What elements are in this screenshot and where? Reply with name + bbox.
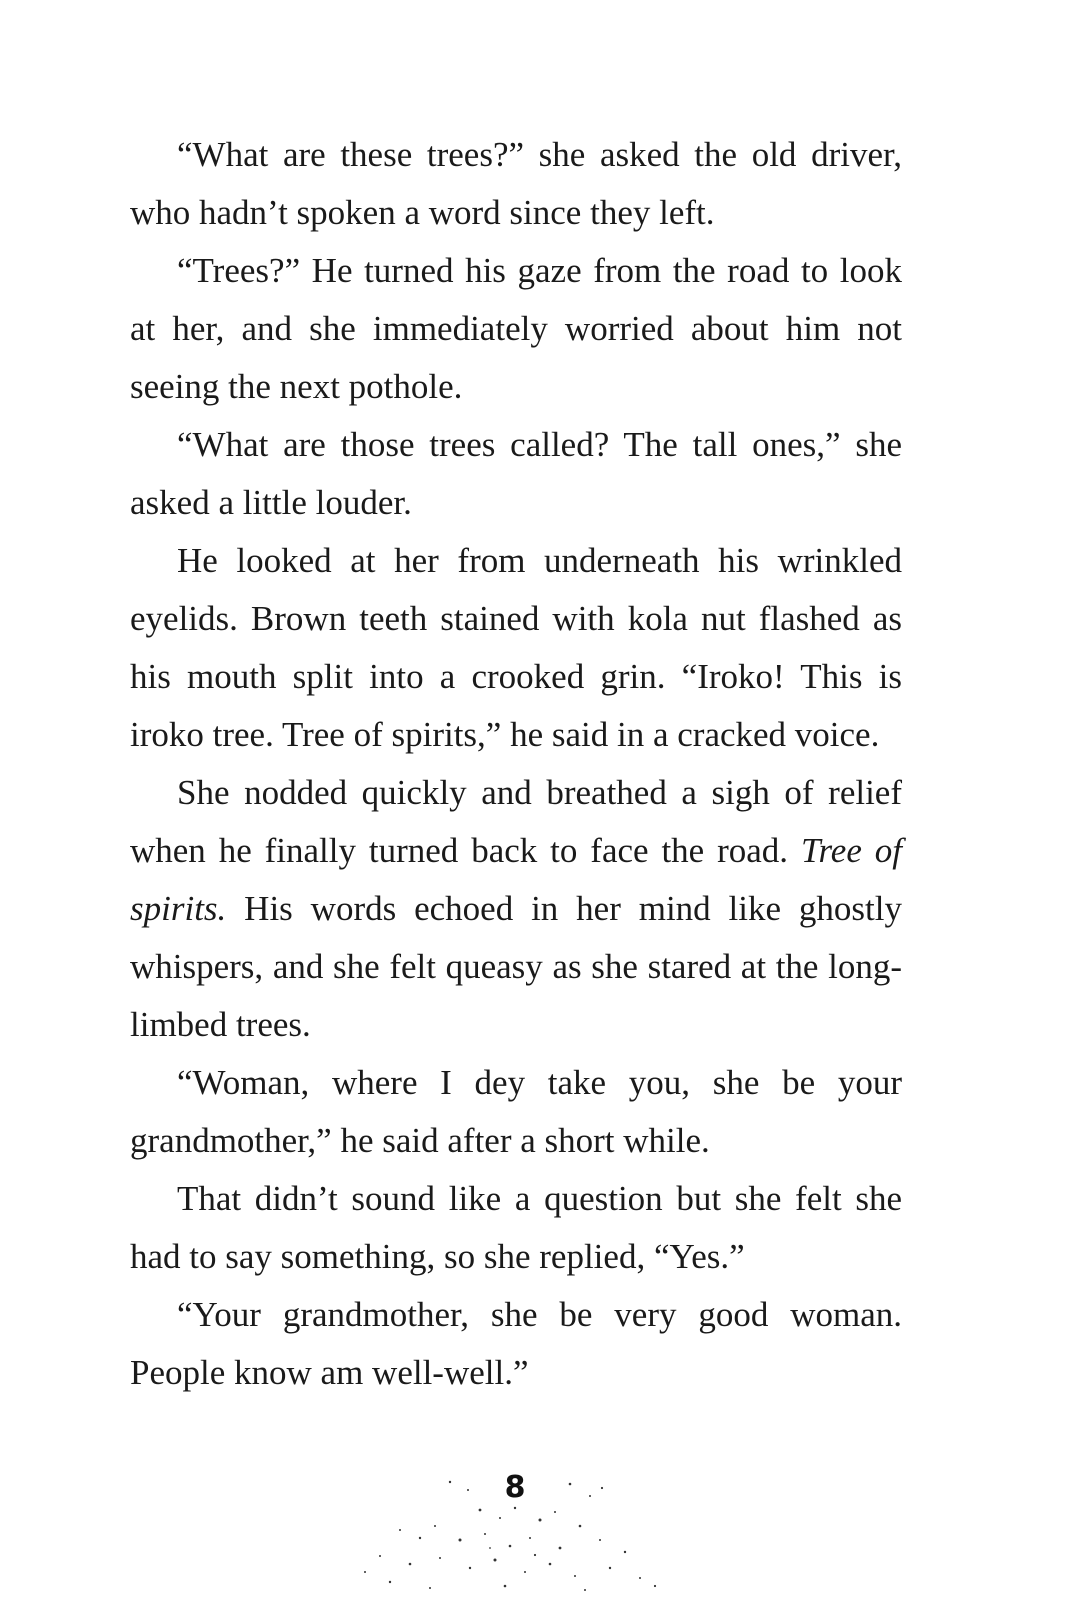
paragraph: “Trees?” He turned his gaze from the road to look at her, and she immediately worried about him not seeing the next pothole. <box>130 251 902 406</box>
paragraph: “What are those trees called? The tall ones,” she asked a little louder. <box>130 425 902 522</box>
paragraph: He looked at her from underneath his wrinkled eyelids. Brown teeth stained with kola nut flashed as his mouth split into a crooked grin. “Iroko! This is iroko tree. Tree of spirits,” he said in a cracked voice. <box>130 541 902 754</box>
paragraph-text: His words echoed in her mind like ghostly whispers, and she felt queasy as she stared at the long-limbed trees. <box>130 889 902 1044</box>
paragraph-text: She nodded quickly and breathed a sigh of relief when he finally turned back to face the road. <box>130 773 902 870</box>
paragraph: “What are these trees?” she asked the old driver, who hadn’t spoken a word since they left. <box>130 135 902 232</box>
paragraph: “Your grandmother, she be very good woman. People know am well-well.” <box>130 1295 902 1392</box>
paragraph: That didn’t sound like a question but she felt she had to say something, so she replied, “Yes.” <box>130 1179 902 1276</box>
paragraph: “Woman, where I dey take you, she be your grandmother,” he said after a short while. <box>130 1063 902 1160</box>
italic-phrase: Tree of spirits. <box>130 831 902 928</box>
paragraph <box>130 764 902 1054</box>
page-number: 8 <box>504 1470 526 1505</box>
body-text <box>130 126 902 1402</box>
